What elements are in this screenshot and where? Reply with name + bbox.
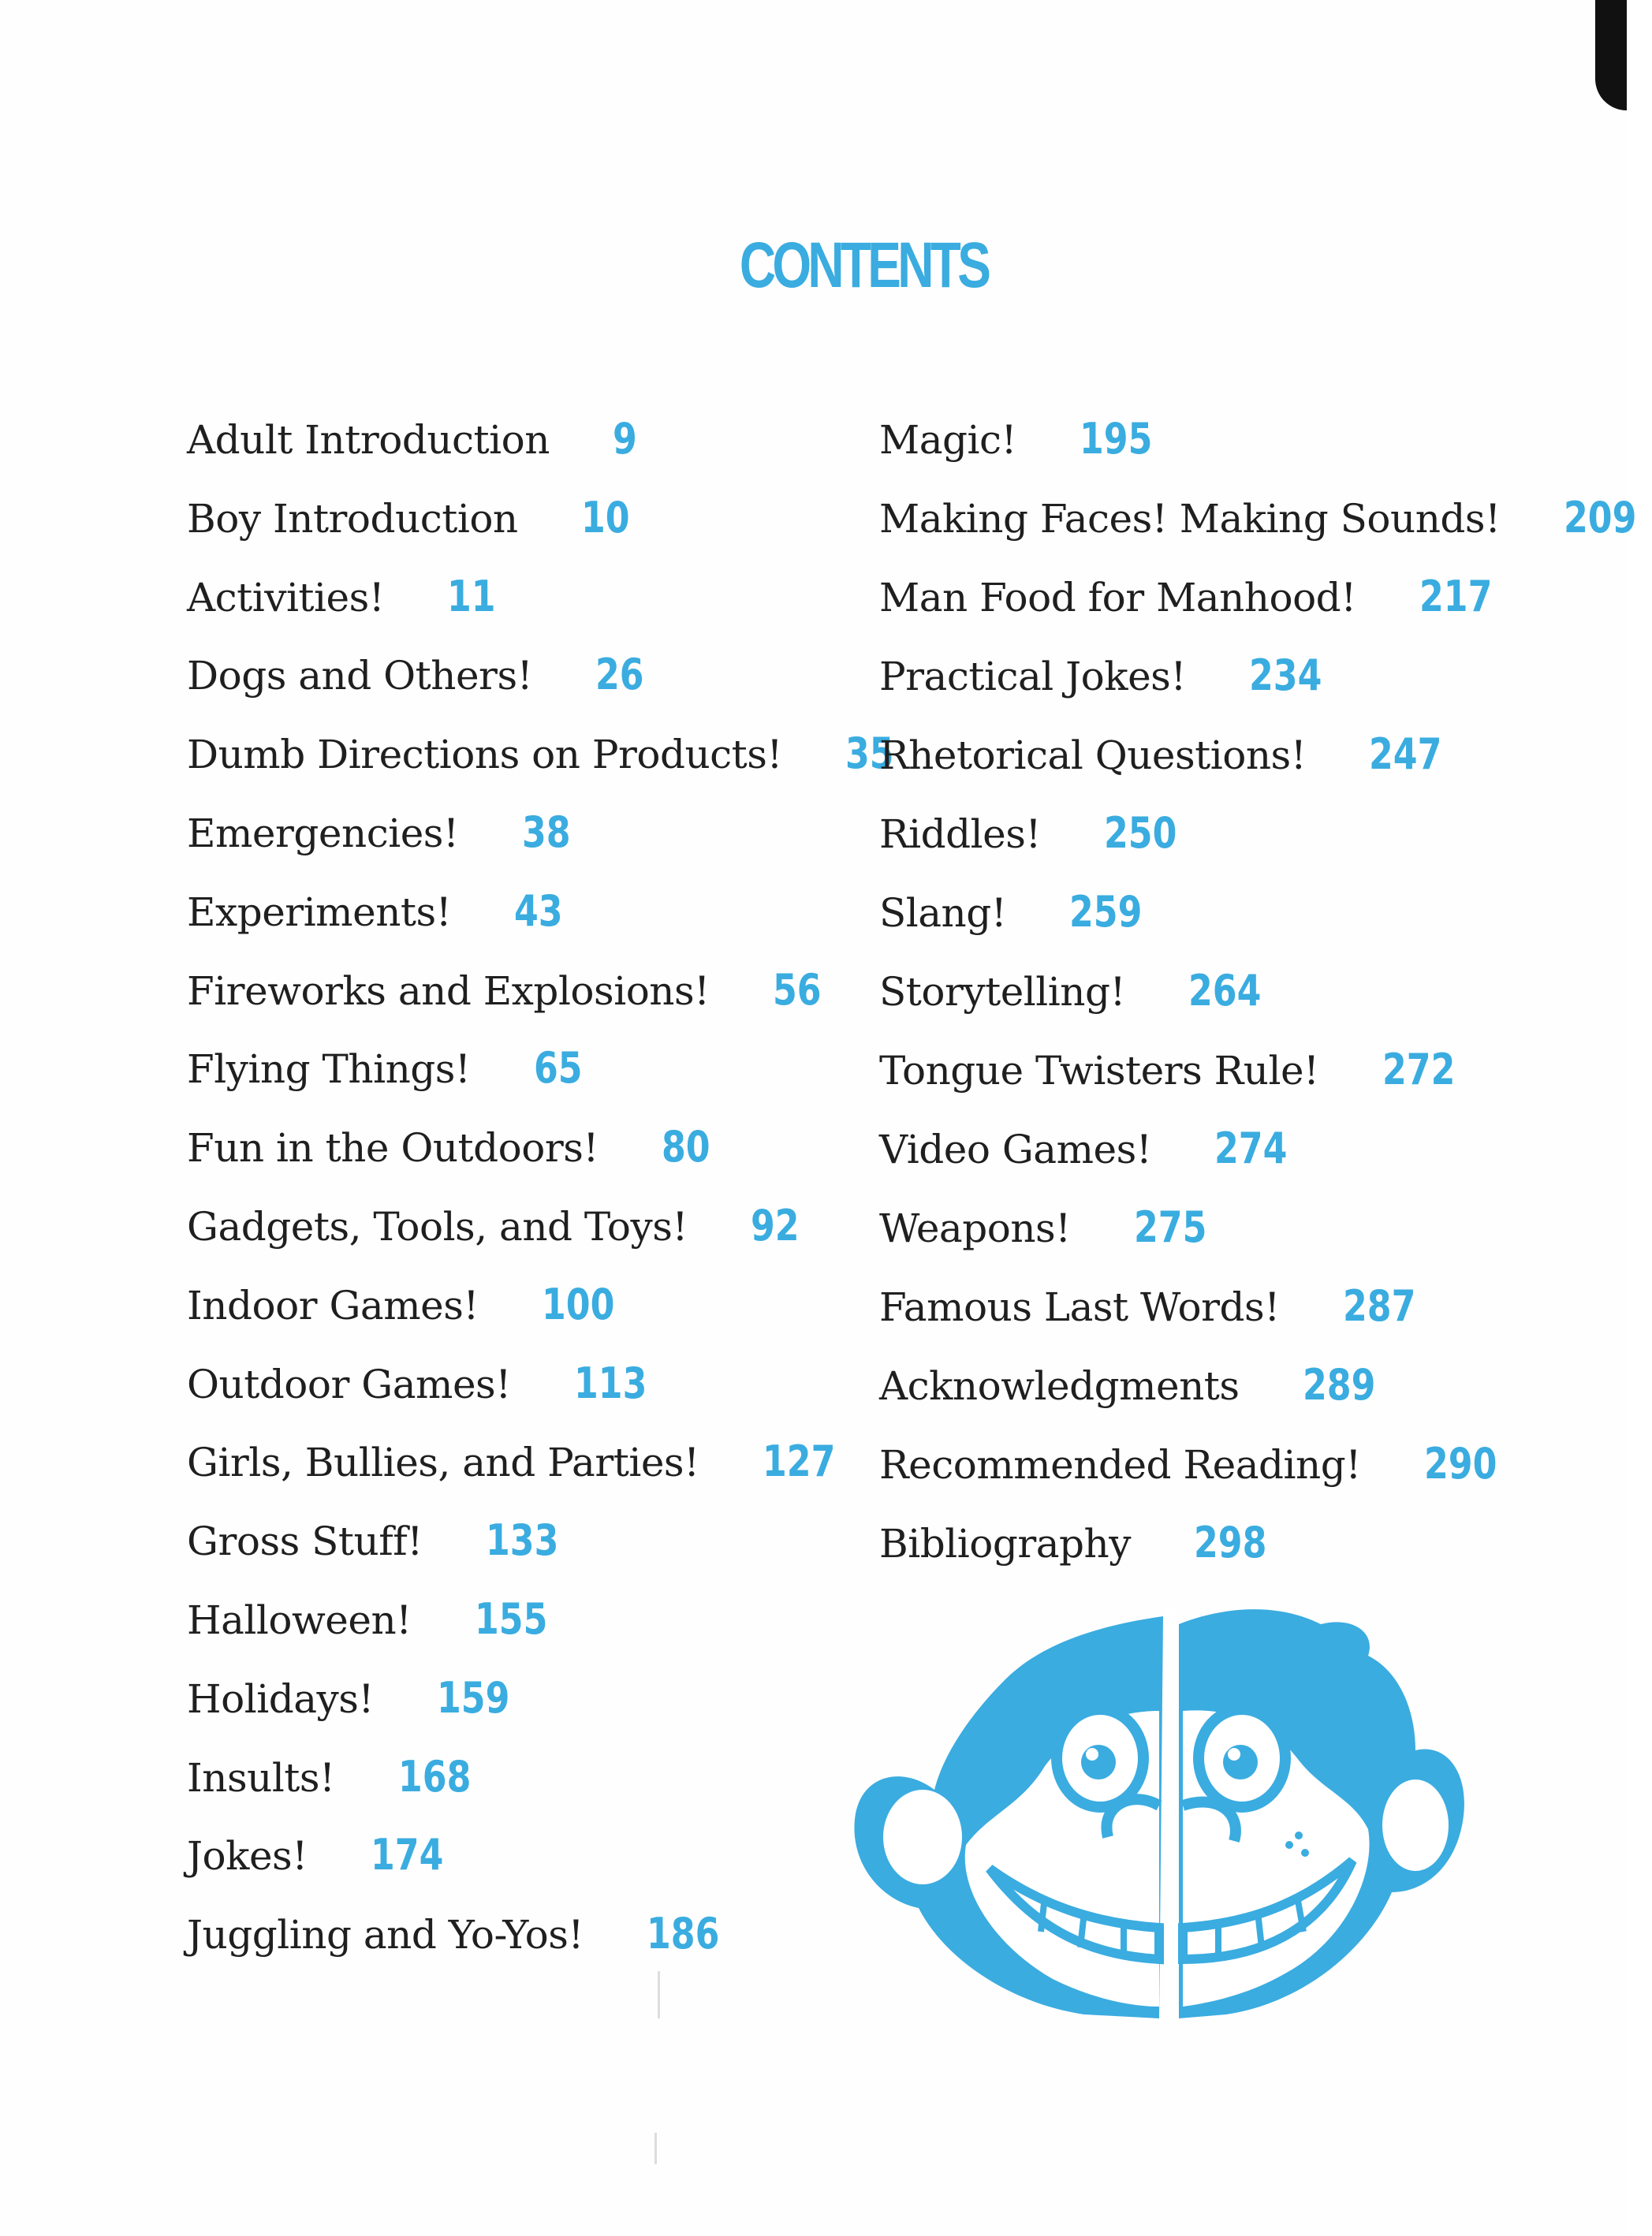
toc-entry[interactable] (187, 414, 643, 464)
toc-entry-page-number: 290 (1423, 1439, 1497, 1489)
toc-entry[interactable] (187, 572, 507, 621)
toc-entry-page-number: 10 (580, 492, 630, 542)
toc-entry-title: Insults! (187, 1754, 335, 1801)
toc-entry[interactable] (879, 650, 1338, 700)
toc-entry[interactable] (187, 1515, 575, 1565)
toc-entry[interactable] (879, 1124, 1303, 1173)
toc-entry-page-number: 127 (762, 1437, 836, 1487)
toc-entry-title: Magic! (879, 417, 1017, 463)
toc-entry[interactable] (879, 1518, 1283, 1567)
toc-entry-page-number: 9 (612, 414, 637, 464)
toc-entry[interactable] (187, 1752, 487, 1802)
toc-entry[interactable] (187, 1437, 851, 1486)
toc-entry-title: Practical Jokes! (879, 654, 1186, 699)
toc-entry[interactable] (879, 493, 1652, 542)
toc-entry[interactable] (187, 1909, 736, 1958)
toc-entry[interactable] (187, 729, 904, 778)
toc-entry[interactable] (187, 1201, 810, 1250)
toc-entry-title: Emergencies! (187, 811, 459, 856)
toc-entry-title: Experiments! (187, 889, 452, 935)
toc-entry-title: Gross Stuff! (187, 1519, 423, 1565)
toc-entry-page-number: 264 (1188, 966, 1262, 1016)
toc-entry-title: Adult Introduction (187, 417, 550, 463)
toc-entry-page-number: 133 (485, 1515, 559, 1566)
toc-entry-page-number: 65 (533, 1043, 583, 1094)
toc-entry-title: Making Faces! Making Sounds! (879, 496, 1501, 542)
toc-entry-title: Recommended Reading! (879, 1442, 1361, 1488)
toc-entry-page-number: 100 (541, 1279, 615, 1329)
toc-entry-page-number: 26 (595, 650, 644, 700)
toc-entry[interactable] (187, 965, 832, 1015)
toc-entry-page-number: 56 (772, 964, 822, 1015)
toc-entry-page-number: 80 (662, 1122, 710, 1172)
toc-entry-page-number: 174 (370, 1830, 444, 1880)
toc-entry[interactable] (187, 1122, 721, 1172)
toc-entry[interactable] (187, 1594, 564, 1644)
toc-entry-title: Storytelling! (879, 969, 1126, 1015)
toc-entry-title: Outdoor Games! (187, 1361, 511, 1407)
toc-entry-title: Gadgets, Tools, and Toys! (187, 1204, 688, 1250)
toc-entry[interactable] (187, 1043, 593, 1093)
toc-entry-title: Weapons! (879, 1206, 1071, 1251)
toc-entry-page-number: 113 (573, 1358, 647, 1408)
toc-entry-page-number: 195 (1080, 414, 1153, 464)
toc-entry[interactable] (187, 1673, 526, 1723)
toc-entry-page-number: 186 (646, 1909, 720, 1959)
toc-entry-title: Jokes! (187, 1833, 308, 1880)
toc-entry-title: Fun in the Outdoors! (187, 1125, 599, 1172)
toc-entry-page-number: 274 (1214, 1124, 1288, 1173)
toc-entry-page-number: 289 (1302, 1360, 1376, 1410)
toc-entry-title: Fireworks and Explosions! (187, 967, 710, 1014)
toc-entry[interactable] (879, 414, 1169, 464)
monkey-boy-split-face-icon (848, 1608, 1463, 2018)
toc-entry[interactable] (879, 1439, 1513, 1489)
toc-entry-page-number: 159 (437, 1672, 510, 1723)
toc-entry-page-number: 272 (1382, 1045, 1456, 1094)
toc-entry-title: Famous Last Words! (879, 1284, 1280, 1330)
toc-entry[interactable] (879, 966, 1277, 1016)
page-corner (1595, 0, 1627, 110)
toc-entry-page-number: 43 (514, 885, 563, 936)
toc-entry-page-number: 209 (1563, 493, 1637, 542)
toc-entry-title: Bibliography (879, 1521, 1131, 1567)
toc-entry-page-number: 298 (1194, 1518, 1267, 1567)
toc-entry-title: Indoor Games! (187, 1282, 479, 1329)
toc-entry[interactable] (879, 572, 1508, 621)
toc-entry[interactable] (879, 887, 1158, 937)
toc-entry-page-number: 259 (1069, 887, 1143, 937)
toc-entry-page-number: 11 (447, 571, 496, 621)
page-title: CONTENTS (739, 229, 988, 301)
toc-entry[interactable] (879, 1202, 1223, 1252)
toc-entry-page-number: 234 (1248, 650, 1322, 700)
toc-entry-page-number: 247 (1369, 729, 1442, 779)
toc-entry[interactable] (879, 1281, 1432, 1331)
toc-entry-page-number: 287 (1342, 1281, 1416, 1331)
toc-entry-title: Girls, Bullies, and Parties! (187, 1440, 699, 1486)
toc-entry[interactable] (187, 650, 654, 699)
scan-mark (654, 2133, 657, 2164)
toc-entry-title: Tongue Twisters Rule! (879, 1048, 1319, 1094)
toc-entry-title: Man Food for Manhood! (879, 575, 1356, 620)
toc-entry-title: Dogs and Others! (187, 653, 533, 699)
toc-entry[interactable] (187, 807, 581, 857)
toc-entry-title: Acknowledgments (879, 1363, 1240, 1409)
toc-entry[interactable] (879, 808, 1193, 858)
toc-entry[interactable] (187, 886, 573, 936)
toc-entry-title: Halloween! (187, 1597, 412, 1643)
toc-entry-title: Juggling and Yo-Yos! (187, 1912, 584, 1958)
toc-entry[interactable] (879, 1360, 1391, 1410)
toc-entry-title: Riddles! (879, 811, 1041, 857)
toc-entry-page-number: 35 (845, 729, 894, 779)
toc-entry-title: Flying Things! (187, 1046, 471, 1093)
toc-entry-title: Holidays! (187, 1675, 375, 1722)
toc-entry[interactable] (187, 1358, 663, 1408)
toc-entry-page-number: 250 (1103, 808, 1177, 858)
toc-entry-title: Slang! (879, 890, 1007, 936)
toc-entry-page-number: 275 (1133, 1202, 1207, 1252)
toc-entry-title: Activities! (187, 574, 385, 620)
toc-entry[interactable] (879, 1045, 1471, 1094)
toc-entry-title: Video Games! (879, 1127, 1152, 1172)
toc-entry[interactable] (879, 729, 1458, 779)
toc-entry-title: Boy Introduction (187, 495, 518, 542)
toc-entry-title: Dumb Directions on Products! (187, 732, 783, 778)
scan-mark (658, 1971, 660, 2018)
toc-entry-page-number: 155 (474, 1594, 548, 1644)
toc-entry-page-number: 168 (397, 1751, 472, 1802)
toc-entry[interactable] (187, 1830, 460, 1880)
toc-entry-page-number: 38 (521, 807, 571, 857)
toc-entry-page-number: 92 (751, 1201, 800, 1250)
toc-entry[interactable] (187, 493, 640, 542)
toc-entry[interactable] (187, 1280, 631, 1329)
toc-entry-title: Rhetorical Questions! (879, 732, 1307, 778)
toc-entry-page-number: 217 (1419, 572, 1493, 621)
